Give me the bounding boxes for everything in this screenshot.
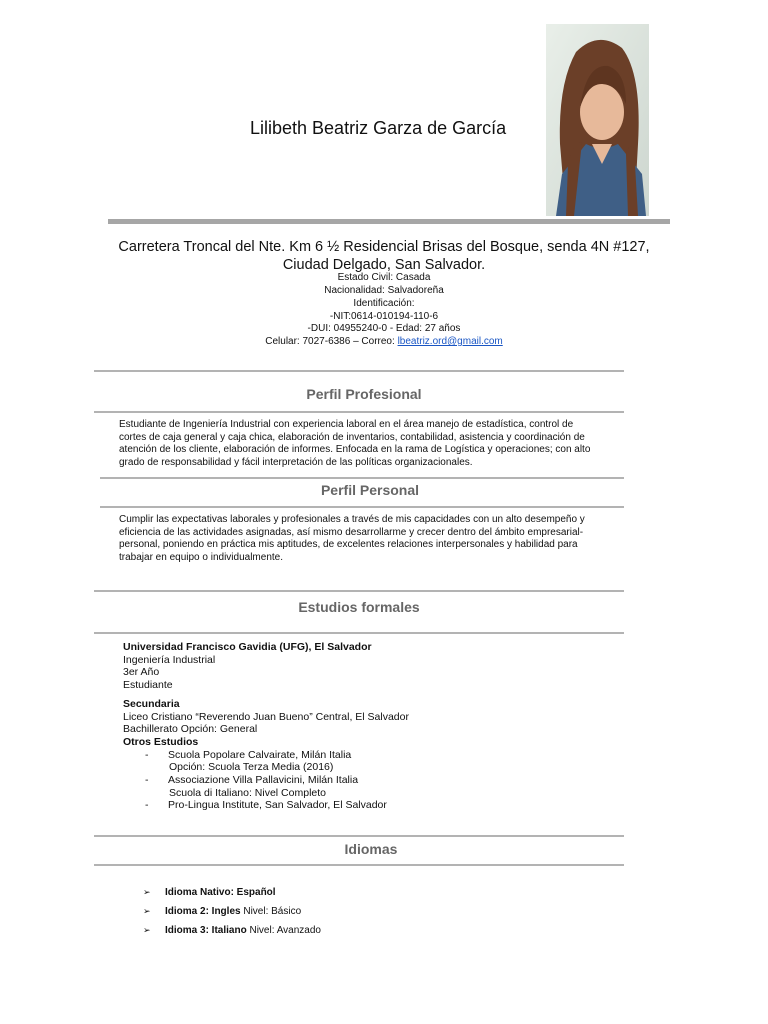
university-detail: Ingeniería Industrial <box>123 653 216 666</box>
university-detail: Estudiante <box>123 679 173 692</box>
secondary-detail: Liceo Cristiano “Reverendo Juan Bueno” Central, El Salvador <box>123 710 409 723</box>
section-title-perfil-personal: Perfil Personal <box>320 482 420 498</box>
arrow-bullet-icon: ➢ <box>143 887 151 897</box>
language-item <box>143 925 321 936</box>
perfil-personal-text <box>119 514 625 564</box>
language-level: Nivel: Avanzado <box>246 925 321 936</box>
other-studies-title: Otros Estudios <box>123 735 199 748</box>
phone-email <box>90 336 678 349</box>
section-title-perfil-profesional: Perfil Profesional <box>306 386 422 402</box>
paragraph-line: atención de los cliente, elaboración de informes. Enfocada en la rama de Logística y operaciones; con alto <box>119 444 591 455</box>
section-rule <box>94 632 624 634</box>
section-rule <box>100 477 624 479</box>
email-link[interactable]: lbeatriz.ord@gmail.com <box>397 336 503 347</box>
language-label: Idioma 2: Ingles <box>165 906 241 917</box>
section-rule <box>94 411 624 413</box>
language-label: Idioma Nativo: Español <box>165 887 276 898</box>
address-line-1: Carretera Troncal del Nte. Km 6 ½ Residencial Brisas del Bosque, senda 4N #127, <box>118 239 650 255</box>
section-rule <box>94 590 624 592</box>
secondary-detail: Bachillerato Opción: General <box>123 723 258 736</box>
paragraph-line: grado de responsabilidad y fácil interpretación de las políticas organizacionales. <box>119 456 473 468</box>
section-rule <box>94 835 624 837</box>
arrow-bullet-icon: ➢ <box>143 925 151 935</box>
section-rule <box>94 370 624 372</box>
other-study-item <box>123 749 623 774</box>
dash-bullet: - <box>145 774 149 787</box>
other-study-detail: Opción: Scuola Terza Media (2016) <box>169 761 334 774</box>
other-study-item <box>123 799 623 812</box>
section-rule <box>94 864 624 866</box>
other-study-name: Associazione Villa Pallavicini, Milán Italia <box>168 774 359 787</box>
other-study-name: Pro-Lingua Institute, San Salvador, El Salvador <box>168 799 387 812</box>
education-block <box>123 641 623 812</box>
paragraph-line: Cumplir las expectativas laborales y profesionales a través de mis capacidades con un alto desempeño y <box>119 514 585 525</box>
paragraph-line: eficiencia de las actividades asignadas, así mismo desarrollarme y crecer dentro del ámbito empresarial- <box>119 526 584 538</box>
section-rule <box>100 506 624 508</box>
section-title-estudios: Estudios formales <box>298 599 420 615</box>
other-study-name: Scuola Popolare Calvairate, Milán Italia <box>168 748 352 761</box>
university-title: Universidad Francisco Gavidia (UFG), El Salvador <box>123 641 372 653</box>
nationality: Nacionalidad: Salvadoreña <box>324 285 444 296</box>
language-level: Nivel: Básico <box>240 906 302 917</box>
profile-photo <box>546 24 649 216</box>
paragraph-line: personal, poniendo en práctica mis aptitudes, de excelentes relaciones interpersonales y habilidad para <box>119 539 578 550</box>
phone-text: Celular: 7027-6386 – Correo: <box>265 336 398 347</box>
arrow-bullet-icon: ➢ <box>143 906 151 916</box>
address-line-2: Ciudad Delgado, San Salvador. <box>282 257 486 273</box>
dash-bullet: - <box>145 799 149 812</box>
language-label: Idioma 3: Italiano <box>165 925 247 936</box>
language-item <box>143 906 301 917</box>
paragraph-line: Estudiante de Ingeniería Industrial con experiencia laboral en el área manejo de estadística, control de <box>119 419 574 430</box>
paragraph-line: cortes de caja general y caja chica, elaboración de inventarios, contabilidad, asistencia y coordinación de <box>119 431 585 443</box>
perfil-profesional-text <box>119 419 625 469</box>
civil-status: Estado Civil: Casada <box>337 272 431 283</box>
header-divider <box>108 219 670 224</box>
dui-age: -DUI: 04955240-0 - Edad: 27 años <box>307 323 461 334</box>
nit-number: -NIT:0614-010194-110-6 <box>329 311 439 322</box>
section-title-idiomas: Idiomas <box>344 841 398 857</box>
paragraph-line: trabajar en equipo o individualmente. <box>119 551 283 563</box>
secondary-title: Secundaria <box>123 697 180 710</box>
candidate-name: Lilibeth Beatriz Garza de García <box>250 118 507 138</box>
language-item <box>143 887 276 898</box>
dash-bullet: - <box>145 748 149 761</box>
other-study-detail: Scuola di Italiano: Nivel Completo <box>169 786 326 799</box>
university-detail: 3er Año <box>123 666 160 679</box>
other-study-item <box>123 774 623 799</box>
identification-label: Identificación: <box>353 298 415 309</box>
